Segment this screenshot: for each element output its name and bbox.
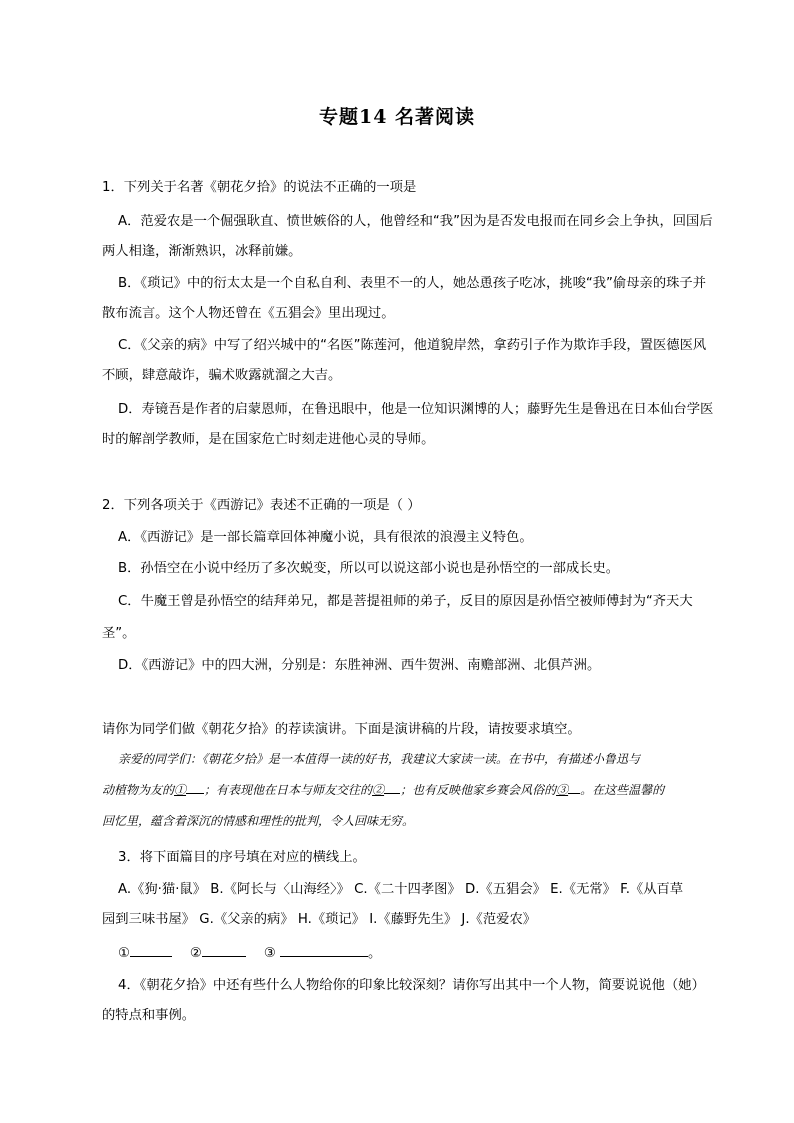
speech-line3: 回忆里，蕴含着深沉的情感和理性的批判，令人回味无穷。 xyxy=(102,814,415,828)
q4-line1: 4．《朝花夕拾》中还有些什么人物给你的印象比较深刻？请你写出其中一个人物，简要说说他（她） xyxy=(118,978,705,993)
fill-blank-3[interactable] xyxy=(568,780,580,794)
q1-option-d-line2: 时的解剖学教师，是在国家危亡时刻走进他心灵的导师。 xyxy=(102,432,435,447)
blank-marker-3: ③ xyxy=(556,783,569,797)
q1-option-d-line1: D．寿镜吾是作者的启蒙恩师，在鲁迅眼中，他是一位知识渊博的人；藤野先生是鲁迅在日本仙台学医 xyxy=(118,402,714,417)
q3-options-line1: A.《狗·猫·鼠》 B.《阿长与〈山海经〉》 C.《二十四孝图》 D.《五猖会》 E.《无常》 F.《从百草 xyxy=(118,882,684,897)
q3-answer-line xyxy=(118,942,381,961)
q2-stem: 2．下列各项关于《西游记》表述不正确的一项是（ ） xyxy=(102,498,421,513)
q1-option-c-line2: 不顾，肆意敲诈，骗术败露就溜之大吉。 xyxy=(102,368,342,383)
speech-text: ；也有反映他家乡赛会风俗的 xyxy=(400,783,557,797)
q2-option-b: B．孙悟空在小说中经历了多次蜕变，所以可以说这部小说也是孙悟空的一部成长史。 xyxy=(118,561,620,576)
q1-option-c-line1: C．《父亲的病》中写了绍兴城中的“名医”陈莲河，他道貌岸然，拿药引子作为欺诈手段，置医德医风 xyxy=(118,338,707,353)
q2-option-c-line1: C．牛魔王曾是孙悟空的结拜弟兄，都是菩提祖师的弟子，反目的原因是孙悟空被师傅封为“齐天大 xyxy=(118,594,693,609)
q1-option-b-line2: 散布流言。这个人物还曾在《五猖会》里出现过。 xyxy=(102,306,395,321)
answer-marker-3: ③ xyxy=(263,946,276,961)
blank-marker-2: ② xyxy=(372,783,385,797)
q4-line2: 的特点和事例。 xyxy=(102,1008,196,1023)
answer-blank-2[interactable] xyxy=(202,943,246,957)
answer-blank-1[interactable] xyxy=(130,943,172,957)
speech-line2 xyxy=(102,780,664,798)
speech-text: ；有表现他在日本与师友交往的 xyxy=(204,783,373,797)
q1-option-a-line1: A．范爱农是一个倔强耿直、愤世嫉俗的人，他曾经和“我”因为是否发电报而在同乡会上争执，回国后 xyxy=(118,214,713,229)
answer-marker-1: ① xyxy=(118,946,130,961)
answer-end: 。 xyxy=(368,946,382,961)
q2-option-c-line2: 圣”。 xyxy=(102,626,136,641)
page-title: 专题14 名著阅读 xyxy=(318,106,476,128)
q1-option-a-line2: 两人相逢，渐渐熟识，冰释前嫌。 xyxy=(102,244,302,259)
q2-option-d: D．《西游记》中的四大洲，分别是：东胜神洲、西牛贺洲、南赡部洲、北俱芦洲。 xyxy=(118,658,601,673)
answer-blank-3[interactable] xyxy=(280,943,368,957)
speech-line1: 亲爱的同学们：《朝花夕拾》是一本值得一读的好书，我建议大家读一读。在书中，有描述小鲁迅与 xyxy=(118,752,641,766)
blank-marker-1: ① xyxy=(174,783,187,797)
speech-text: 动植物为友的 xyxy=(102,783,175,797)
fill-blank-1[interactable] xyxy=(186,780,204,794)
speech-text: 。在这些温馨的 xyxy=(580,783,665,797)
fill-blank-2[interactable] xyxy=(384,780,400,794)
q2-option-a: A．《西游记》是一部长篇章回体神魔小说，具有很浓的浪漫主义特色。 xyxy=(118,530,533,545)
answer-marker-2: ② xyxy=(189,946,202,961)
q1-option-b-line1: B．《琐记》中的衍太太是一个自私自利、表里不一的人，她怂恿孩子吃冰，挑唆“我”偷母亲的珠子并 xyxy=(118,276,707,291)
q3-stem: 3．将下面篇目的序号填在对应的横线上。 xyxy=(118,850,366,865)
q3-options-line2: 园到三味书屋》 G.《父亲的病》 H.《琐记》 I.《藤野先生》 J.《范爱农》 xyxy=(102,912,537,927)
q1-stem: 1．下列关于名著《朝花夕拾》的说法不正确的一项是 xyxy=(102,180,417,195)
intro-text: 请你为同学们做《朝花夕拾》的荐读演讲。下面是演讲稿的片段，请按要求填空。 xyxy=(102,722,581,737)
